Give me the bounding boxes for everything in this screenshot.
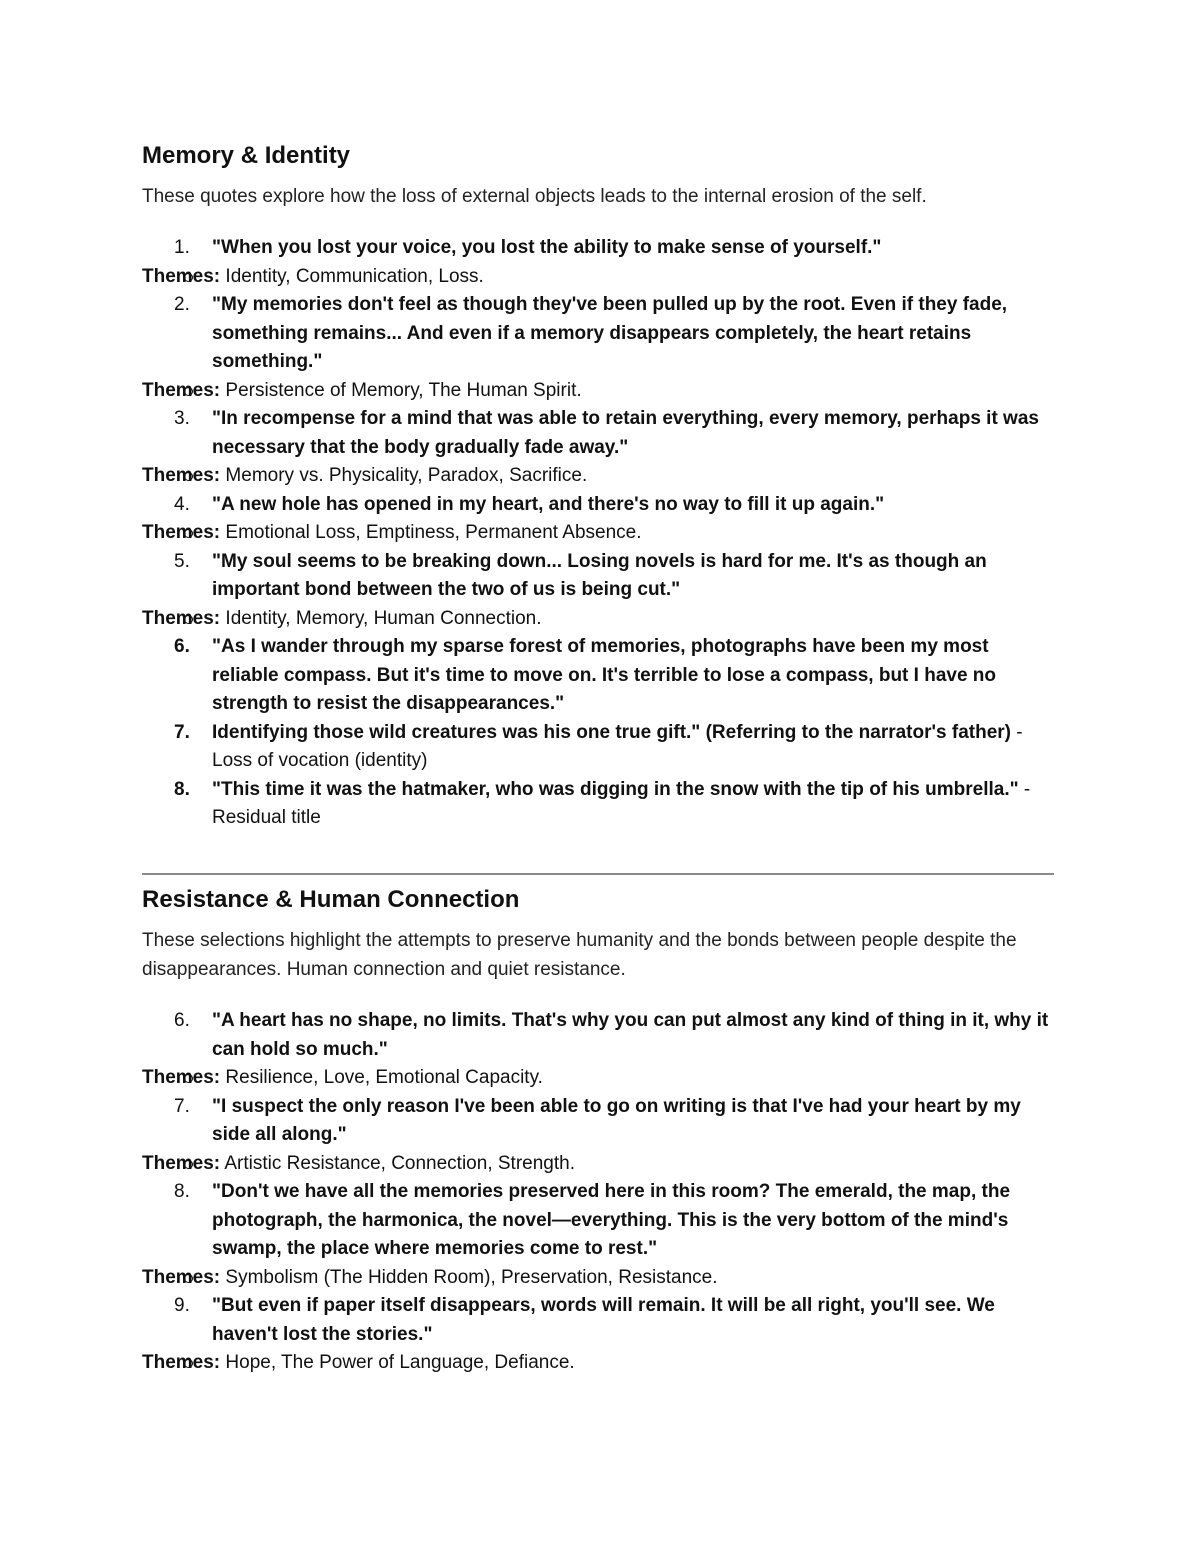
list-item [142, 548, 1057, 605]
item-number: 4. [174, 493, 190, 515]
item-number: 7. [174, 721, 190, 743]
themes-row [72, 377, 1057, 406]
item-number: 3. [174, 408, 190, 429]
list-item [142, 1292, 1057, 1349]
quote-list-memory [142, 234, 1057, 833]
quote-text: "This time it was the hatmaker, who was digging in the snow with the tip of his umbrella." [212, 778, 1019, 800]
section-intro: These quotes explore how the loss of external objects leads to the internal erosion of the self. [142, 186, 927, 207]
hollow-bullet-icon [184, 273, 193, 282]
list-item [142, 776, 1057, 833]
themes-label: Themes: [142, 265, 221, 287]
themes-row [72, 519, 1057, 548]
list-item [142, 1178, 1057, 1264]
themes-label: Themes: [142, 1067, 221, 1088]
themes-value: Artistic Resistance, Connection, Strength. [220, 1152, 575, 1174]
themes-row [72, 605, 1057, 634]
list-item [142, 1007, 1057, 1064]
item-number: 6. [174, 1010, 190, 1031]
horizontal-divider [142, 873, 1054, 875]
themes-row [72, 1064, 1057, 1093]
themes-row [72, 263, 1057, 292]
quote-text: "My soul seems to be breaking down... Losing novels is hard for me. It's as though an important bond between the two of us is being cut." [212, 550, 987, 600]
hollow-bullet-icon [184, 1359, 193, 1368]
quote-text: "When you lost your voice, you lost the ability to make sense of yourself." [212, 237, 882, 258]
themes-value: Hope, The Power of Language, Defiance. [220, 1352, 575, 1373]
themes-label: Themes: [142, 607, 221, 629]
list-item [142, 633, 1057, 719]
item-number: 7. [174, 1095, 190, 1117]
quote-text: "In recompense for a mind that was able to retain everything, every memory, perhaps it was necessary that the body gradually fade away." [212, 408, 1039, 458]
item-number: 2. [174, 294, 190, 315]
section-heading-memory-identity: Memory & Identity [142, 142, 351, 169]
themes-label: Themes: [142, 1152, 221, 1174]
quote-text: "As I wander through my sparse forest of memories, photographs have been my most reliable compass. But it's time to move on. It's terrible to lose a compass, but I have no strength to resist the disappearances." [212, 636, 997, 714]
item-number: 1. [174, 237, 190, 258]
list-item [142, 1093, 1057, 1150]
themes-value: Persistence of Memory, The Human Spirit. [220, 379, 582, 401]
themes-label: Themes: [142, 465, 221, 486]
themes-label: Themes: [142, 1266, 221, 1288]
list-item [142, 405, 1057, 462]
list-item [142, 234, 1057, 263]
quote-text: "A new hole has opened in my heart, and there's no way to fill it up again." [212, 493, 885, 515]
item-number: 8. [174, 778, 190, 800]
hollow-bullet-icon [184, 387, 193, 396]
themes-row [72, 1264, 1057, 1293]
themes-value: Memory vs. Physicality, Paradox, Sacrifice. [220, 465, 588, 486]
themes-row [72, 1349, 1057, 1378]
item-number: 6. [174, 636, 190, 657]
themes-label: Themes: [142, 522, 221, 543]
quote-text: "I suspect the only reason I've been able to go on writing is that I've had your heart by my side all along." [212, 1095, 1021, 1145]
section-heading-resistance: Resistance & Human Connection [142, 886, 520, 913]
item-number: 9. [174, 1295, 190, 1316]
item-number: 8. [174, 1181, 190, 1202]
themes-value: Emotional Loss, Emptiness, Permanent Absence. [220, 522, 642, 543]
themes-row [72, 1150, 1057, 1179]
item-number: 5. [174, 550, 190, 572]
list-item [142, 291, 1057, 377]
themes-label: Themes: [142, 379, 221, 401]
themes-value: Symbolism (The Hidden Room), Preservation, Resistance. [220, 1266, 718, 1288]
quote-text: "A heart has no shape, no limits. That's why you can put almost any kind of thing in it, why it can hold so much." [212, 1010, 1049, 1060]
hollow-bullet-icon [184, 472, 193, 481]
section-intro: These selections highlight the attempts to preserve humanity and the bonds between people despite the disappearances. Human connection and quiet resistance. [142, 930, 1017, 980]
themes-value: Identity, Communication, Loss. [220, 265, 484, 287]
quote-text: "But even if paper itself disappears, words will remain. It will be all right, you'll see. We haven't lost the stories." [212, 1295, 995, 1345]
quote-note: - Residual title [212, 778, 1031, 828]
quote-note: - Loss of vocation (identity) [212, 721, 1023, 771]
themes-row [72, 462, 1057, 491]
quote-text: "My memories don't feel as though they've been pulled up by the root. Even if they fade, something remains... And even if a memory disappears completely, the heart retains something." [212, 294, 1008, 372]
quote-text: "Don't we have all the memories preserved here in this room? The emerald, the map, the photograph, the harmonica, the novel—everything. This is the very bottom of the mind's swamp, the place where memories come to rest." [212, 1181, 1011, 1259]
quote-text: Identifying those wild creatures was his one true gift." (Referring to the narrator's father) [212, 721, 1011, 743]
list-item [142, 491, 1057, 520]
hollow-bullet-icon [184, 1074, 193, 1083]
list-item [142, 719, 1057, 776]
themes-label: Themes: [142, 1352, 221, 1373]
hollow-bullet-icon [184, 1274, 193, 1283]
hollow-bullet-icon [184, 529, 193, 538]
themes-value: Identity, Memory, Human Connection. [220, 607, 542, 629]
themes-value: Resilience, Love, Emotional Capacity. [220, 1067, 543, 1088]
hollow-bullet-icon [184, 615, 193, 624]
hollow-bullet-icon [184, 1160, 193, 1169]
quote-list-resistance [142, 1007, 1057, 1378]
